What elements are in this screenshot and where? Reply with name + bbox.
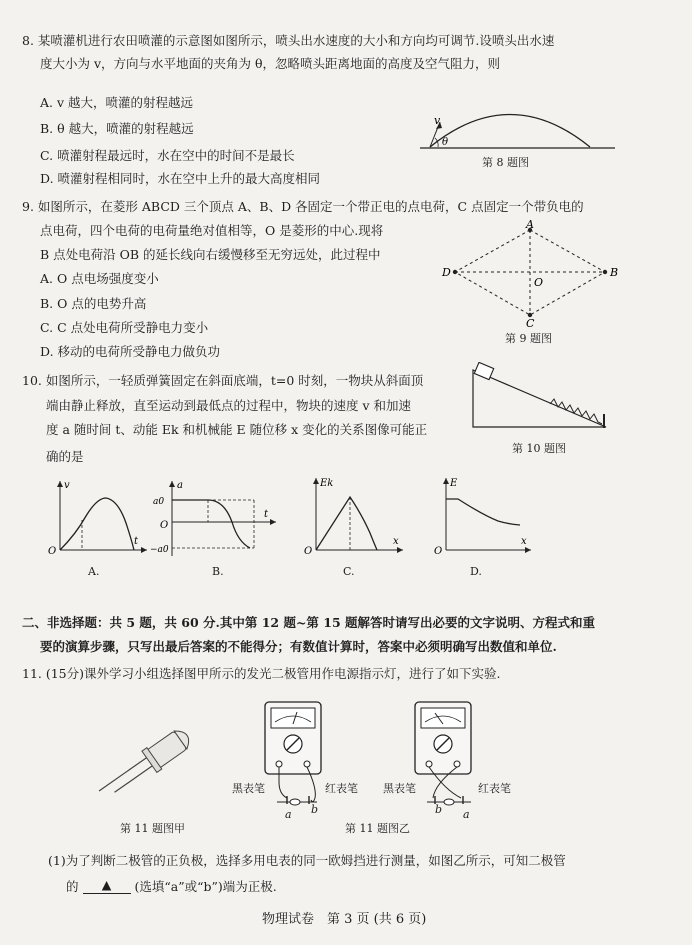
- q11-line: 11. (15分)课外学习小组选择图甲所示的发光二极管用作电源指示灯，进行了如下实验.: [22, 666, 501, 681]
- q11-sub1-line-2: [66, 879, 277, 896]
- q10-graph-b: [150, 478, 280, 560]
- q11-label-a-right: a: [463, 808, 470, 821]
- q8-v-label: v: [434, 114, 441, 127]
- q10-graph-c-label: C.: [343, 565, 355, 578]
- q9-line-3: B 点处电荷沿 OB 的延长线向右缓慢移至无穷远处，此过程中: [40, 247, 381, 262]
- q10-graph-c-origin: O: [304, 546, 313, 557]
- q11-red-probe-left: 红表笔: [325, 782, 358, 795]
- q9-option-c: C. C 点处电荷所受静电力变小: [40, 320, 209, 335]
- multimeter-right: [415, 702, 471, 805]
- section2-line-1: 二、非选择题：共 5 题，共 60 分.其中第 12 题~第 15 题解答时请写出必要的文字说明、方程式和重: [22, 615, 596, 630]
- q11-black-probe-right: 黑表笔: [383, 782, 416, 795]
- q9-option-b: B. O 点的电势升高: [40, 296, 147, 311]
- q10-line-3: 度 a 随时间 t、动能 Ek 和机械能 E 随位移 x 变化的关系图像可能正: [46, 422, 428, 437]
- q10-graph-a-xlabel: t: [134, 536, 139, 547]
- q10-graph-b-label: B.: [212, 565, 224, 578]
- q10-graph-d-label: D.: [470, 565, 482, 578]
- q9-label-c: C: [526, 317, 535, 330]
- q8-option-d: D. 喷灌射程相同时，水在空中上升的最大高度相同: [40, 171, 321, 186]
- section2-line-2: 要的演算步骤，只写出最后答案的不能得分；有数值计算时，答案中必须明确写出数值和单位.: [40, 639, 557, 654]
- q11-label-b-right: b: [435, 803, 443, 816]
- q10-graph-d-xlabel: x: [521, 536, 527, 547]
- q10-graph-d-origin: O: [434, 546, 443, 557]
- q11-fig-b-caption: 第 11 题图乙: [345, 822, 410, 835]
- q10-caption: 第 10 题图: [512, 442, 566, 455]
- q11-label-b-left: b: [311, 803, 319, 816]
- q11-multimeter-figure: [255, 698, 535, 816]
- q11-sub1-line-1: (1)为了判断二极管的正负极，选择多用电表的同一欧姆挡进行测量，如图乙所示，可知二极管: [48, 853, 566, 868]
- q10-graph-a-ylabel: v: [64, 480, 70, 491]
- q10-graph-a-origin: O: [48, 546, 57, 557]
- q10-graph-a-label: A.: [88, 565, 100, 578]
- q8-line-1: 8. 某喷灌机进行农田喷灌的示意图如图所示，喷头出水速度的大小和方向均可调节.设喷头出水速: [22, 33, 555, 48]
- q8-option-b: B. θ 越大，喷灌的射程越远: [40, 121, 194, 136]
- q9-line-2: 点电荷，四个电荷的电荷量绝对值相等，O 是菱形的中心.现将: [40, 223, 384, 238]
- q8-caption: 第 8 题图: [482, 156, 529, 169]
- q11-label-a-left: a: [285, 808, 292, 821]
- multimeter-left: [265, 702, 321, 805]
- page-footer: 物理试卷 第 3 页 (共 6 页): [262, 912, 427, 927]
- q8-option-c: C. 喷灌射程最远时，水在空中的时间不是最长: [40, 148, 295, 163]
- q11-sub1-pre: 的: [66, 879, 79, 894]
- q10-graph-c-xlabel: x: [393, 536, 399, 547]
- q11-answer-marker: ▲: [101, 877, 112, 892]
- q10-graph-b-neg-a0: −a0: [150, 545, 169, 555]
- q10-graph-b-ylabel: a: [177, 480, 183, 491]
- q9-label-o: O: [534, 276, 544, 289]
- q11-led-figure: [98, 720, 208, 805]
- q9-option-d: D. 移动的电荷所受静电力做负功: [40, 344, 221, 359]
- q10-graph-c: [298, 475, 408, 559]
- q9-option-a: A. O 点电场强度变小: [40, 271, 159, 286]
- q11-black-probe-left: 黑表笔: [232, 782, 265, 795]
- q10-line-4: 确的是: [46, 449, 84, 464]
- q8-option-a: A. v 越大，喷灌的射程越远: [40, 95, 194, 110]
- q10-graph-b-origin: O: [160, 520, 169, 531]
- q10-graph-d-ylabel: E: [450, 478, 458, 489]
- q9-line-1: 9. 如图所示，在菱形 ABCD 三个顶点 A、B、D 各固定一个带正电的点电荷，C 点固定一个带负电的: [22, 199, 584, 214]
- q10-graph-d: [428, 475, 536, 559]
- q10-line-2: 端由静止释放，直至运动到最低点的过程中，物块的速度 v 和加速: [46, 398, 412, 413]
- q8-line-2: 度大小为 v，方向与水平地面的夹角为 θ，忽略喷头距离地面的高度及空气阻力，则: [40, 56, 501, 71]
- q10-incline-figure: [468, 362, 618, 434]
- q10-graph-b-a0: a0: [153, 497, 165, 507]
- q9-rhombus-figure: [440, 220, 620, 330]
- q11-answer-blank[interactable]: [83, 877, 131, 894]
- q11-fig-a-caption: 第 11 题图甲: [120, 822, 185, 835]
- q11-red-probe-right: 红表笔: [478, 782, 511, 795]
- q10-line-1: 10. 如图所示，一轻质弹簧固定在斜面底端，t=0 时刻，一物块从斜面顶: [22, 373, 424, 388]
- q10-graph-c-ylabel: Ek: [320, 478, 334, 489]
- q9-label-d: D: [442, 266, 451, 279]
- q11-sub1-post: (选填“a”或“b”)端为正极.: [134, 879, 277, 894]
- q10-graph-b-xlabel: t: [264, 509, 269, 520]
- q9-label-a: A: [526, 220, 534, 231]
- q8-theta-label: θ: [442, 137, 449, 148]
- q10-graph-a: [42, 478, 152, 558]
- q9-label-b: B: [610, 266, 619, 279]
- q9-caption: 第 9 题图: [505, 332, 552, 345]
